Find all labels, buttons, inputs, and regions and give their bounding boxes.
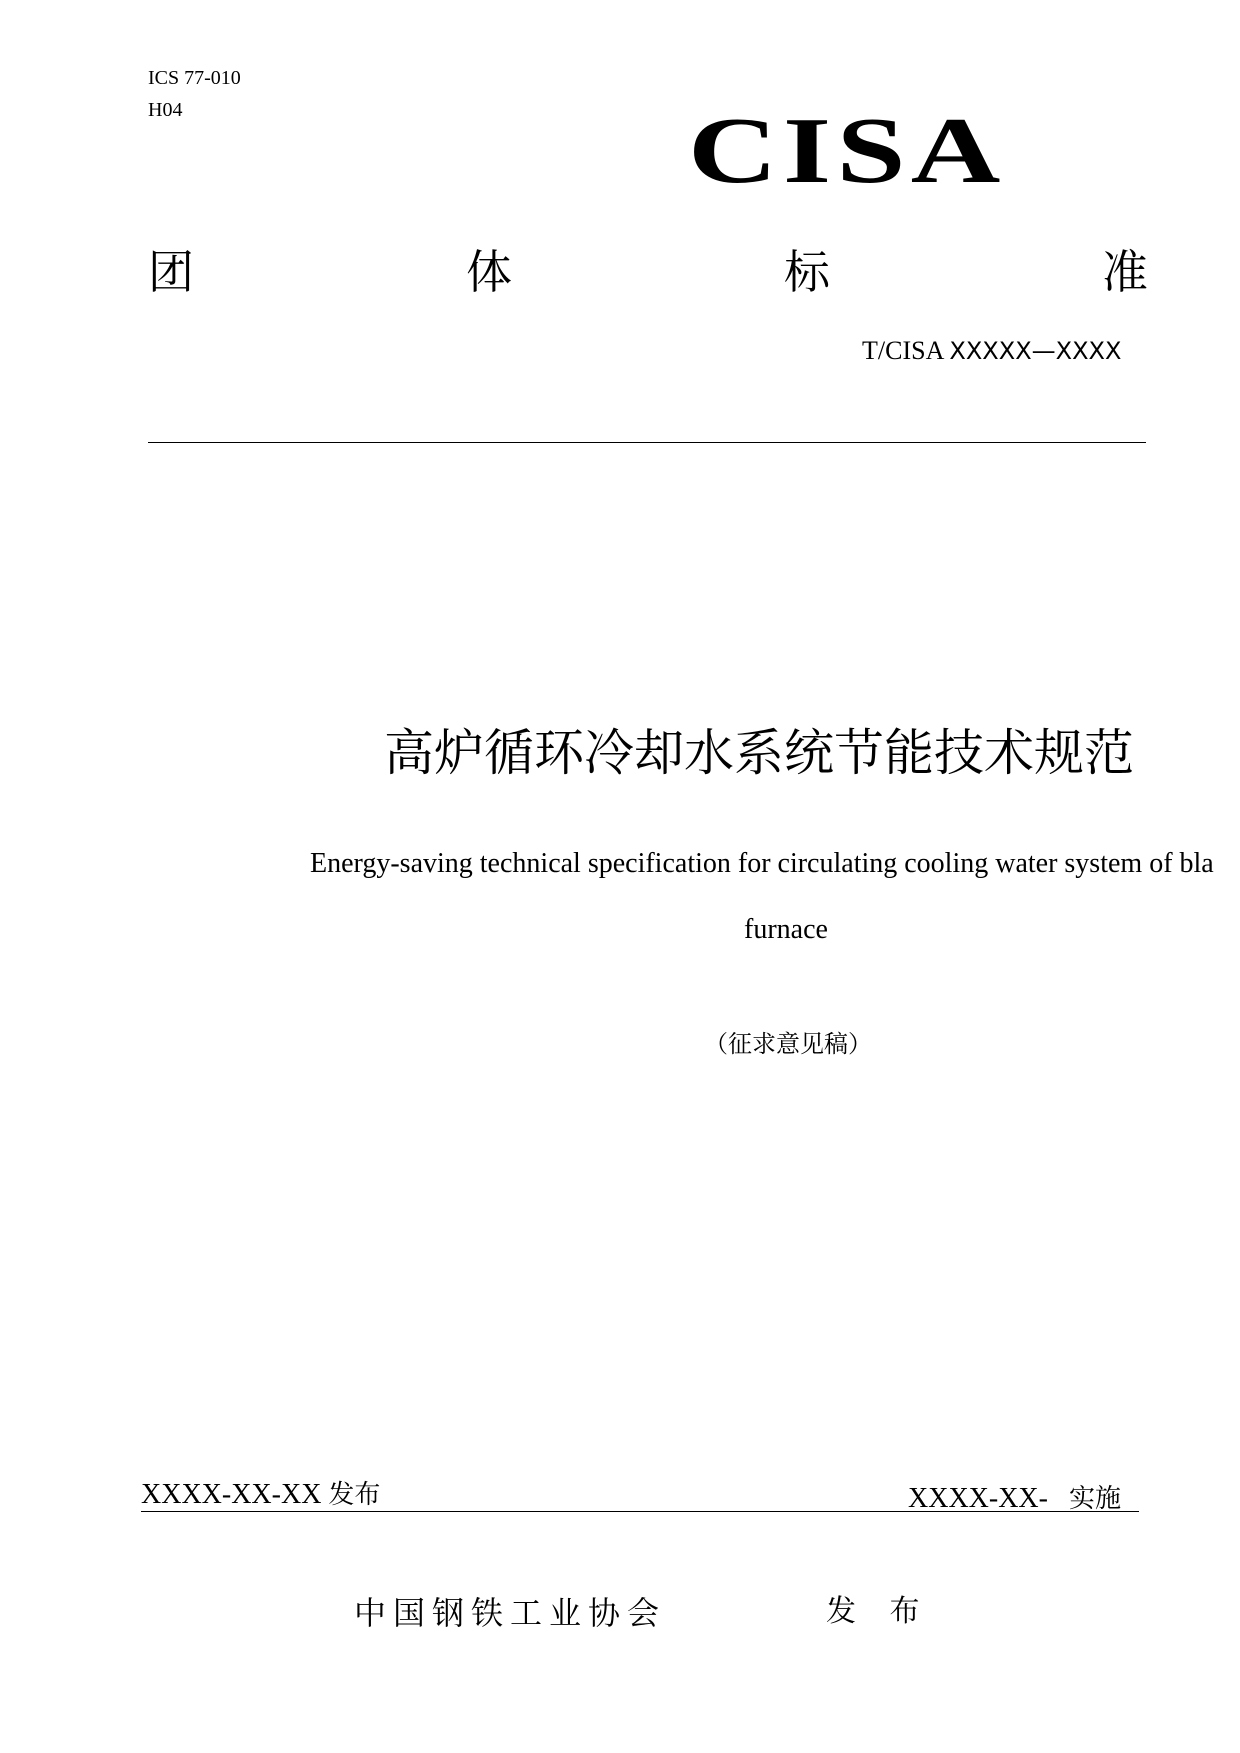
- header-divider: [148, 442, 1146, 443]
- ics-code: ICS 77-010: [148, 67, 241, 89]
- standard-number-placeholder: XXXXX—XXXX: [949, 337, 1122, 365]
- publisher-name: 中国钢铁工业协会: [354, 1594, 667, 1632]
- classification-codes: [148, 62, 241, 126]
- ccs-code: H04: [148, 99, 183, 121]
- title-english-line2: furnace: [744, 914, 828, 945]
- cisa-logo: CISA: [688, 99, 1006, 203]
- standard-type-char: 体: [466, 245, 512, 299]
- implement-date-block: [908, 1478, 1121, 1515]
- standard-number: [862, 336, 1121, 366]
- publish-date: XXXX-XX-XX: [141, 1479, 322, 1510]
- publish-verb: 发 布: [826, 1594, 932, 1629]
- footer-divider: [141, 1511, 1139, 1512]
- title-english-line1: Energy-saving technical specification for circulating cooling water system of bla: [310, 848, 1214, 879]
- standard-type-char: 标: [784, 245, 830, 299]
- standard-type-char: 团: [148, 245, 194, 299]
- publish-date-block: [141, 1474, 380, 1511]
- standard-type-heading: [148, 244, 1148, 300]
- draft-status: （征求意见稿）: [704, 1030, 872, 1058]
- implement-label: 实施: [1068, 1484, 1121, 1514]
- implement-date: XXXX-XX-: [908, 1483, 1048, 1514]
- publish-label: 发布: [328, 1480, 381, 1510]
- standard-type-char: 准: [1102, 245, 1148, 299]
- title-chinese: 高炉循环冷却水系统节能技术规范: [384, 724, 1134, 782]
- standard-number-prefix: T/CISA: [862, 336, 950, 365]
